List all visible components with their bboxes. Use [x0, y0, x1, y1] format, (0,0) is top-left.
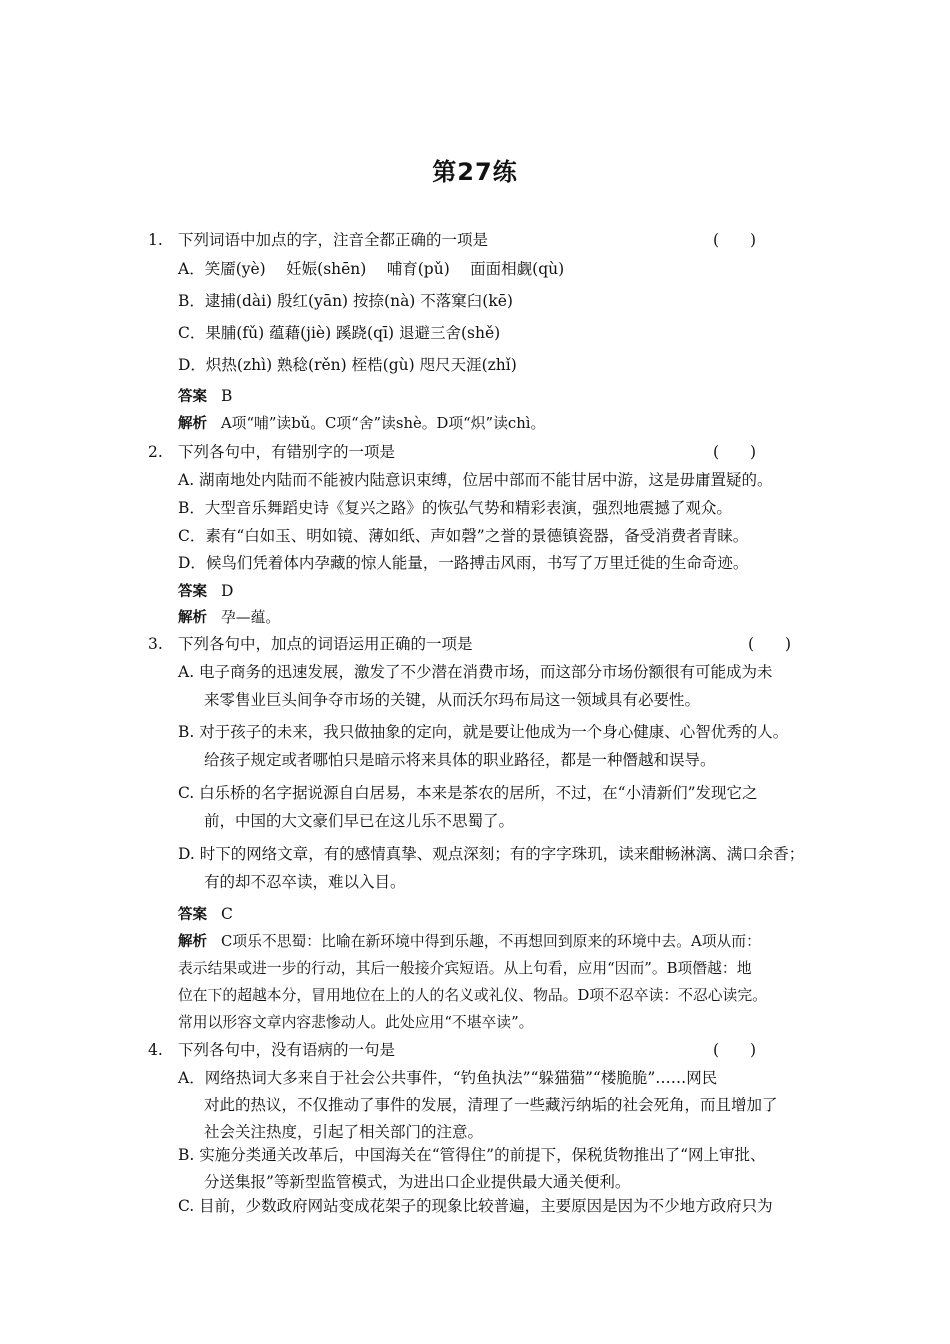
question-4-answer-paren: ( ) [713, 1041, 757, 1059]
answer-label: 答案 [178, 584, 207, 600]
question-3-option-b-continued: 给孩子规定或者哪怕只是暗示将来具体的职业路径，都是一种僭越和误导。 [204, 751, 716, 769]
question-2-number: 2. [148, 443, 163, 461]
question-3-option-b: B. 对于孩子的未来，我只做抽象的定向，就是要让他成为一个身心健康、心智优秀的人。 [178, 723, 789, 741]
question-3-number: 3. [148, 635, 163, 653]
explanation-text: A项“哺”读bǔ。C项“舍”读shè。D项“炽”读chì。 [221, 415, 546, 432]
question-2-option-a: A. 湖南地处内陆而不能被内陆意识束缚，位居中部而不能甘居中游，这是毋庸置疑的。 [178, 471, 773, 489]
question-3-text: 下列各句中，加点的词语运用正确的一项是 [178, 635, 473, 653]
question-2-option-d: D．候鸟们凭着体内孕藏的惊人能量，一路搏击风雨，书写了万里迁徙的生命奇迹。 [178, 554, 749, 572]
answer-value: C [221, 905, 233, 923]
question-1-text: 下列词语中加点的字，注音全都正确的一项是 [178, 231, 489, 249]
question-1-option-a: A．笑靥(yè) 妊娠(shēn) 哺育(pǔ) 面面相觑(qù) [178, 260, 565, 278]
answer-label: 答案 [178, 389, 207, 405]
explanation-text: 孕—蕴。 [221, 609, 281, 626]
question-4-option-a-continued-2: 社会关注热度，引起了相关部门的注意。 [204, 1123, 484, 1141]
question-1-number: 1. [148, 231, 163, 249]
question-2-explanation [178, 607, 280, 629]
question-2-answer [178, 580, 233, 603]
question-4-option-b-continued: 分送集报”等新型监管模式，为进出口企业提供最大通关便利。 [204, 1173, 631, 1191]
question-3-explanation [178, 931, 761, 953]
question-4-option-b: B. 实施分类通关改革后，中国海关在“管得住”的前提下，保税货物推出了“网上审批、 [178, 1146, 766, 1164]
question-3-option-a: A. 电子商务的迅速发展，激发了不少潜在消费市场，而这部分市场份额很有可能成为未 [178, 663, 773, 681]
question-2-text: 下列各句中，有错别字的一项是 [178, 443, 396, 461]
question-4-text: 下列各句中，没有语病的一句是 [178, 1041, 396, 1059]
question-1-answer [178, 385, 232, 408]
question-3-option-a-continued: 来零售业巨头间争夺市场的关键，从而沃尔玛布局这一领域具有必要性。 [204, 691, 701, 709]
question-1-explanation [178, 413, 545, 435]
question-1-option-b: B．逮捕(dài) 殷红(yān) 按捺(nà) 不落窠臼(kē) [178, 292, 513, 310]
question-3-option-d: D. 时下的网络文章，有的感情真挚、观点深刻；有的字字珠玑，读来酣畅淋漓、满口余香； [178, 845, 805, 863]
question-2-option-c: C．素有“白如玉、明如镜、薄如纸、声如磬”之誉的景德镇瓷器，备受消费者青睐。 [178, 527, 749, 545]
page-title: 第27练 [432, 158, 518, 186]
question-3-option-c: C. 白乐桥的名字据说源自白居易，本来是茶农的居所，不过，在“小清新们”发现它之 [178, 784, 758, 802]
question-3-explanation-line-3: 位在下的超越本分，冒用地位在上的人的名义或礼仪、物品。D项不忍卒读：不忍心读完。 [178, 987, 767, 1004]
answer-value: D [221, 582, 234, 600]
question-3-option-c-continued: 前，中国的大文豪们早已在这儿乐不思蜀了。 [204, 812, 515, 830]
question-3-answer [178, 903, 233, 926]
question-1-option-c: C．果脯(fǔ) 蕴藉(jiè) 蹊跷(qī) 退避三舍(shě) [178, 324, 501, 342]
question-1-answer-paren: ( ) [713, 231, 757, 249]
answer-value: B [221, 387, 233, 405]
explanation-label: 解析 [178, 934, 207, 950]
explanation-label: 解析 [178, 610, 207, 626]
question-3-explanation-line-4: 常用以形容文章内容悲惨动人。此处应用“不堪卒读”。 [178, 1014, 534, 1031]
question-1-option-d: D．炽热(zhì) 熟稔(rěn) 桎梏(gù) 咫尺天涯(zhǐ) [178, 356, 517, 374]
question-3-answer-paren: ( ) [748, 635, 792, 653]
question-4-option-a-continued: 对此的热议，不仅推动了事件的发展，清理了一些藏污纳垢的社会死角，而且增加了 [204, 1096, 778, 1114]
question-3-explanation-line-2: 表示结果或进一步的行动，其后一般接介宾短语。从上句看，应用“因而”。B项僭越：地 [178, 960, 752, 977]
question-4-number: 4. [148, 1041, 163, 1059]
question-4-option-c: C. 目前，少数政府网站变成花架子的现象比较普遍，主要原因是因为不少地方政府只为 [178, 1197, 773, 1215]
answer-label: 答案 [178, 907, 207, 923]
explanation-text: C项乐不思蜀：比喻在新环境中得到乐趣，不再想回到原来的环境中去。A项从而： [221, 933, 761, 950]
question-4-option-a: A．网络热词大多来自于社会公共事件，“钓鱼执法”“躲猫猫”“楼脆脆”……网民 [178, 1069, 718, 1087]
question-2-answer-paren: ( ) [713, 443, 757, 461]
question-2-option-b: B．大型音乐舞蹈史诗《复兴之路》的恢弘气势和精彩表演，强烈地震撼了观众。 [178, 499, 732, 517]
question-3-option-d-continued: 有的却不忍卒读，难以入目。 [204, 873, 406, 891]
explanation-label: 解析 [178, 416, 207, 432]
